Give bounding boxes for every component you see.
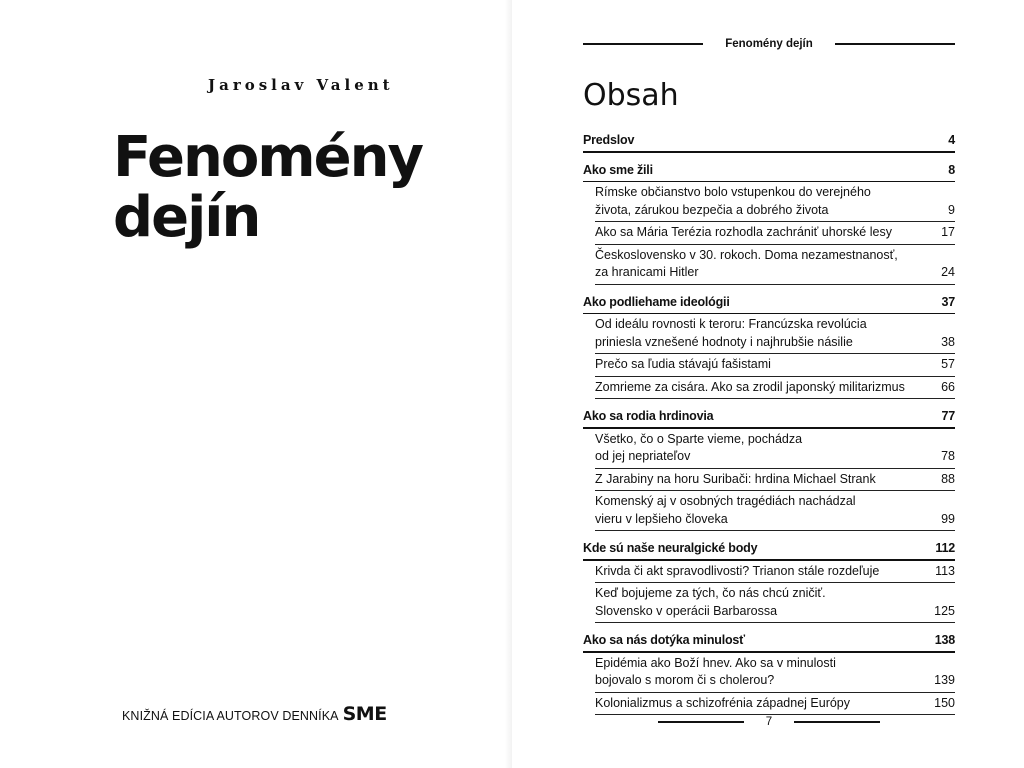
- toc-chapter-page: 125: [934, 603, 955, 618]
- edition-text: KNIŽNÁ EDÍCIA AUTOROV DENNÍKA: [122, 709, 339, 723]
- toc-chapter: [595, 561, 955, 583]
- toc-chapter-rule: [595, 622, 955, 623]
- toc-part-page: 4: [948, 133, 955, 147]
- toc-part: [583, 405, 955, 427]
- running-header: [583, 36, 955, 52]
- toc-part-title: Kde sú naše neuralgické body: [583, 541, 758, 555]
- toc-chapter-page: 24: [941, 265, 955, 279]
- footer-rule-left: [658, 721, 744, 723]
- publisher-logo: SME: [342, 703, 387, 725]
- toc-chapter-title-line: Keď bojujeme za tých, čo nás chcú zničiť.: [595, 586, 826, 600]
- toc-chapter: [595, 469, 955, 491]
- toc-chapter-title: [595, 431, 802, 466]
- toc-chapter-title-line: Komenský aj v osobných tragédiách nachádzal: [595, 494, 856, 508]
- toc-chapter-title: [595, 655, 836, 690]
- running-header-title: Fenomény dejín: [725, 38, 813, 50]
- toc-part-page: 112: [935, 541, 955, 555]
- book-title-line-2: dejín: [113, 185, 260, 250]
- toc-chapter: [595, 491, 955, 530]
- toc-part-title: Predslov: [583, 133, 635, 147]
- toc-chapter-page: 57: [941, 357, 955, 371]
- toc-chapter-page: 38: [941, 334, 955, 349]
- toc-chapter-title: [595, 471, 876, 489]
- toc-chapter: [595, 245, 955, 284]
- toc-chapter-title: [595, 316, 867, 351]
- toc-chapter-page: 78: [941, 449, 955, 463]
- toc-chapter-title-line: bojovalo s morom či s cholerou?: [595, 673, 775, 687]
- page-footer: [658, 714, 880, 730]
- toc-chapter-title-line: Prečo sa ľudia stávajú fašistami: [595, 357, 771, 371]
- header-rule-left: [583, 43, 703, 45]
- toc-part: [583, 537, 955, 559]
- toc-chapter: [595, 377, 955, 399]
- author-name: Jaroslav Valent: [208, 76, 394, 94]
- toc-chapter: [595, 583, 955, 622]
- toc-chapter-title-line: života, zárukou bezpečia a dobrého života: [595, 202, 829, 217]
- toc-chapter-page: 150: [934, 695, 955, 710]
- edition-line: [122, 703, 422, 725]
- toc-chapter-rule: [595, 530, 955, 531]
- toc-chapter-page: 113: [935, 563, 955, 578]
- header-rule-right: [835, 43, 955, 45]
- toc-chapter-title-line: za hranicami Hitler: [595, 265, 699, 279]
- toc-chapter: [595, 354, 955, 376]
- toc-chapter-title-line: od jej nepriateľov: [595, 449, 691, 463]
- toc-chapter-page: 66: [941, 379, 955, 394]
- toc-chapter-title-line: Ako sa Mária Terézia rozhodla zachrániť uhorské lesy: [595, 225, 892, 239]
- toc-chapter-page: 9: [948, 202, 955, 217]
- book-title: [113, 125, 493, 250]
- toc-chapter: [595, 429, 955, 468]
- toc-part-page: 37: [941, 294, 955, 309]
- toc-chapter-title-line: vieru v lepšieho človeka: [595, 511, 728, 526]
- table-of-contents: [583, 129, 955, 715]
- toc-part: [583, 159, 955, 181]
- toc-part: [583, 129, 955, 151]
- toc-chapter-page: 139: [934, 673, 955, 687]
- toc-chapter-title-line: Rímske občianstvo bolo vstupenkou do verejného: [595, 185, 871, 199]
- toc-chapter-page: 88: [941, 471, 955, 486]
- toc-chapter-title-line: Krivda či akt spravodlivosti? Trianon stále rozdeľuje: [595, 563, 880, 578]
- toc-chapter-title: [595, 356, 771, 374]
- toc-chapter-title-line: Všetko, čo o Sparte vieme, pochádza: [595, 431, 803, 446]
- footer-rule-right: [794, 721, 880, 723]
- toc-chapter: [595, 653, 955, 692]
- toc-chapter-title-line: Kolonializmus a schizofrénia západnej Európy: [595, 695, 851, 710]
- toc-chapter-title-line: Od ideálu rovnosti k teroru: Francúzska revolúcia: [595, 317, 867, 331]
- toc-part: [583, 291, 955, 313]
- toc-chapter-title: [595, 184, 871, 219]
- toc-chapter: [595, 222, 955, 244]
- toc-chapter-title-line: Československo v 30. rokoch. Doma nezamestnanosť,: [595, 247, 898, 262]
- toc-chapter-title-line: Z Jarabiny na horu Suribači: hrdina Michael Strank: [595, 471, 876, 486]
- toc-chapter-rule: [595, 398, 955, 399]
- toc-chapter-title: [595, 585, 826, 620]
- toc-chapter: [595, 693, 955, 715]
- toc-chapter: [595, 314, 955, 353]
- toc-part-page: 138: [934, 633, 955, 647]
- toc-part-page: 77: [941, 409, 955, 423]
- page-number: 7: [765, 716, 773, 728]
- toc-chapter-title: [595, 247, 898, 282]
- toc-chapter-title: [595, 493, 856, 528]
- toc-part-title: Ako sa nás dotýka minulosť: [583, 633, 745, 647]
- toc-chapter-title-line: priniesla vznešené hodnoty i najhrubšie násilie: [595, 334, 853, 349]
- toc-part-title: Ako sme žili: [583, 162, 653, 177]
- toc-chapter-page: 17: [941, 225, 955, 239]
- toc-part-title: Ako sa rodia hrdinovia: [583, 409, 714, 423]
- toc-chapter-title-line: Epidémia ako Boží hnev. Ako sa v minulosti: [595, 655, 836, 670]
- toc-chapter-title-line: Slovensko v operácii Barbarossa: [595, 603, 778, 618]
- toc-part: [583, 629, 955, 651]
- toc-chapter-page: 99: [941, 511, 955, 526]
- toc-chapter-title: [595, 563, 879, 581]
- toc-part-page: 8: [948, 162, 955, 177]
- toc-heading: Obsah: [583, 78, 679, 113]
- toc-chapter-rule: [595, 284, 955, 285]
- book-title-line-1: Fenomény: [113, 125, 423, 190]
- toc-part-rule: [583, 151, 955, 153]
- toc-chapter-title: [595, 224, 892, 242]
- toc-chapter-title: [595, 379, 905, 397]
- toc-part-title: Ako podliehame ideológii: [583, 294, 730, 309]
- toc-chapter-title-line: Zomrieme za cisára. Ako sa zrodil japonský militarizmus: [595, 379, 905, 394]
- toc-chapter: [595, 182, 955, 221]
- toc-chapter-title: [595, 695, 850, 713]
